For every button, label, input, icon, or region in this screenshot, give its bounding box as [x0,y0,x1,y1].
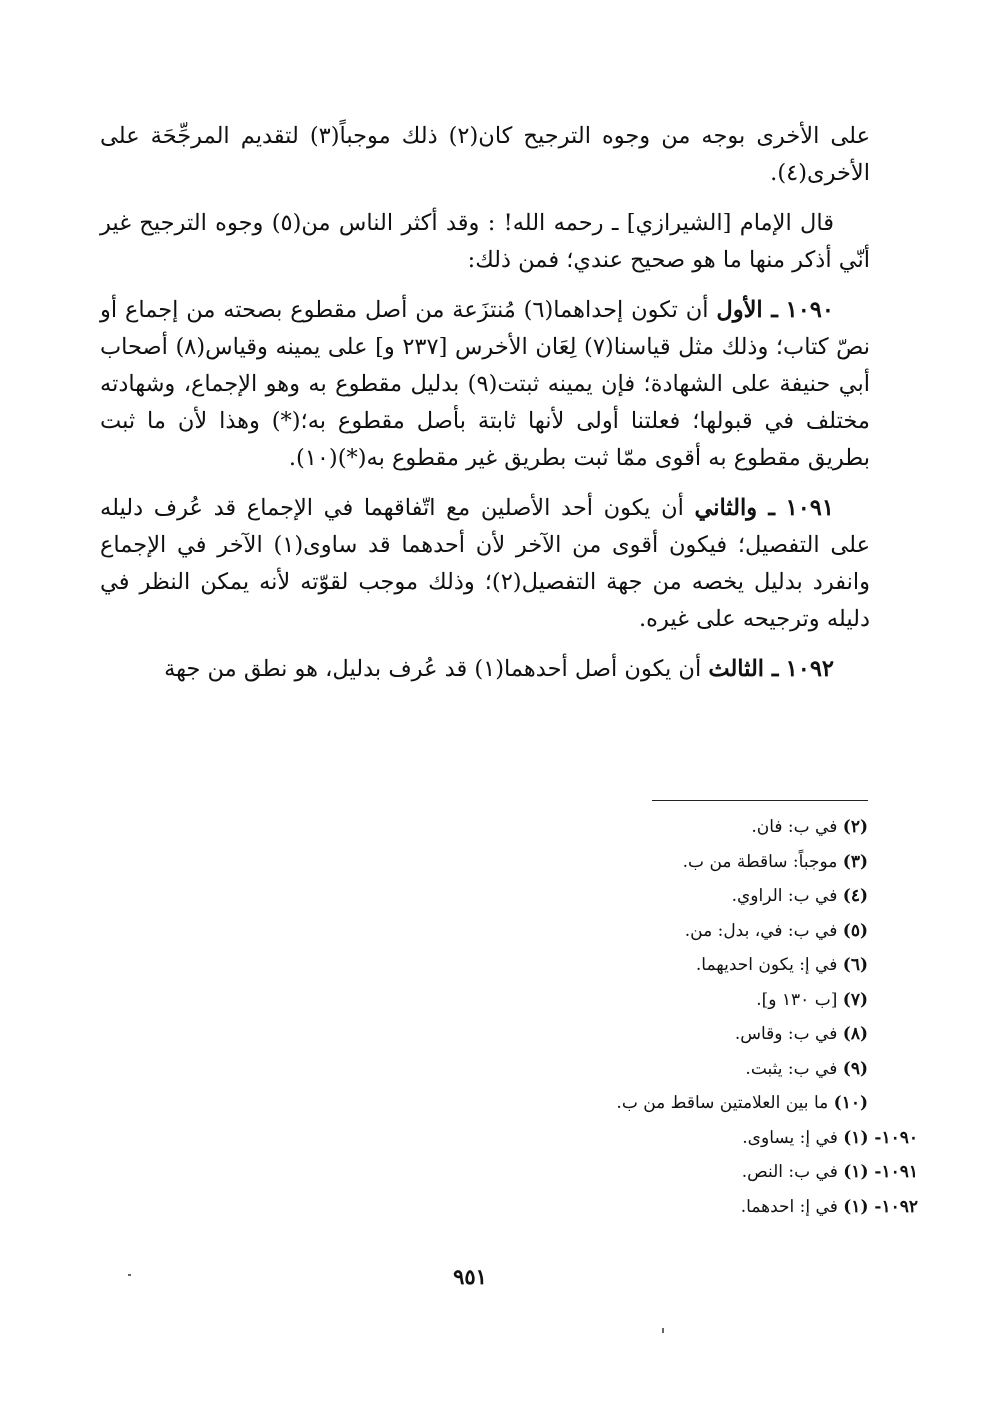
paragraph-lead: والثاني [694,495,758,521]
paragraph-text: أن يكون أصل أحدهما(١) قد عُرف بدليل، هو نطق من جهة [164,656,702,682]
footnote [470,1017,868,1052]
footnote [470,948,868,983]
paragraph-number: ١٠٩١ [785,495,834,521]
footnote-mark: (٢) [842,817,868,837]
scan-speck [662,1328,664,1333]
grouped-footnotes [470,1121,918,1225]
footnote-text: في إ: يساوى. [742,1127,838,1148]
footnote-text: في ب: فان. [751,817,838,837]
footnote [470,845,868,880]
numbered-paragraph: ١٠٩١ ـ والثاني أن يكون أحد الأصلين مع اتّفاقهما في الإجماع قد عُرف دليله على التفصيل؛ فيكون أقوى من الآخر لأن أحدهما قد ساوى(١) الآخر في الإجماع وانفرد بدليل يخصه من جهة التفصيل(٢)؛ وذلك موجب لقوّته لأنه يمكن النظر في دليله وترجيحه على غيره. [100,495,871,632]
footnote [470,810,868,845]
footnote [470,1052,868,1087]
numbered-paragraph: ١٠٩٠ ـ الأول أن تكون إحداهما(٦) مُنتزَعة من أصل مقطوع بصحته من إجماع أو نصّ كتاب؛ وذلك مثل قياسنا(٧) لِعَان الأخرس [٢٣٧ و] على يمينه وقياس(٨) أصحاب أبي حنيفة على الشهادة؛ فإن يمينه ثبتت(٩) بدليل مقطوع به وهو الإجماع، وشهادته مختلف في قبولها؛ فعلتنا أولى لأنها ثابتة بأصل مقطوع به؛(*) وهذا لأن ما ثبت بطريق مقطوع به أقوى ممّا ثبت بطريق غير مقطوع به(*)(١٠). [100,297,870,471]
footnote-mark: (١٠) [833,1093,868,1113]
footnote [470,879,868,914]
paragraph-text: على الأخرى بوجه من وجوه الترجيح كان(٢) ذلك موجباً(٣) لتقديم المرجِّحَة على الأخرى(٤). [100,123,870,186]
paragraph-text: أن تكون إحداهما(٦) مُنتزَعة من أصل مقطوع بصحته من إجماع أو نصّ كتاب؛ وذلك مثل قياسنا(٧) لِعَان الأخرس [٢٣٧ و] على يمينه وقياس(٨) أصحاب أبي حنيفة على الشهادة؛ فإن يمينه ثبتت(٩) بدليل مقطوع به وهو الإجماع، وشهادته مختلف في قبولها؛ فعلتنا أولى لأنها ثابتة بأصل مقطوع به؛(*) وهذا لأن ما ثبت بطريق مقطوع به أقوى ممّا ثبت بطريق غير مقطوع به(*)(١٠). [100,297,870,471]
paragraph-lead: الأول [716,297,763,323]
footnote-text: في ب: الراوي. [731,886,838,906]
footnote-separator [652,800,868,801]
footnote [470,1121,918,1156]
main-text [100,118,870,701]
scan-speck [128,1274,131,1276]
footnotes [470,810,918,1224]
paragraph-lead: الثالث [708,656,765,682]
footnote-text: في ب: في، بدل: من. [684,920,838,941]
footnote-mark: (٦) [842,955,868,975]
footnote-text: في إ: يكون احديهما. [695,955,838,975]
footnote-mark: (٧) [842,989,868,1010]
paragraph-text: قال الإمام [الشيرازي] ـ رحمه الله! : وقد أكثر الناس من(٥) وجوه الترجيح غير أنّي أذكر منها ما هو صحيح عندي؛ فمن ذلك: [100,210,870,273]
footnote-mark: (٤) [842,886,868,906]
footnote [470,983,868,1018]
paragraph-number: ١٠٩٠ [785,297,834,323]
paragraph [100,205,870,279]
footnote-mark: ١٠٩١- (١) [843,1162,918,1182]
footnote-mark: (٥) [842,920,868,941]
paragraph-number: ١٠٩٢ [785,656,834,682]
footnote [470,1155,918,1190]
footnote [470,1086,868,1121]
footnote-text: في ب: يثبت. [745,1058,838,1079]
footnote-mark: ١٠٩٢- (١) [843,1196,918,1217]
page-number: ٩٥١ [453,1264,487,1289]
footnote-text: [ب ١٣٠ و]. [756,989,838,1010]
footnote-text: ما بين العلامتين ساقط من ب. [616,1093,829,1113]
footnote-text: في ب: النص. [741,1162,838,1182]
footnote-mark: (٨) [842,1024,868,1044]
footnote-text: في إ: احدهما. [740,1196,838,1217]
paragraph-text: أن يكون أحد الأصلين مع اتّفاقهما في الإجماع قد عُرف دليله على التفصيل؛ فيكون أقوى من الآخر لأن أحدهما قد ساوى(١) الآخر في الإجماع وانفرد بدليل يخصه من جهة التفصيل(٢)؛ وذلك موجب لقوّته لأنه يمكن النظر في دليله وترجيحه على غيره. [100,495,871,632]
footnote-text: في ب: وقاس. [734,1024,838,1044]
numbered-paragraph: ١٠٩٢ ـ الثالث أن يكون أصل أحدهما(١) قد عُرف بدليل، هو نطق من جهة [164,656,834,682]
footnote-mark: (٩) [842,1058,868,1079]
footnote-mark: (٣) [842,851,868,872]
paragraph [100,118,870,192]
footnote-mark: ١٠٩٠- (١) [843,1127,918,1148]
footnote [470,914,868,949]
footnote [470,1190,918,1225]
footnote-text: موجباً: ساقطة من ب. [682,851,838,872]
